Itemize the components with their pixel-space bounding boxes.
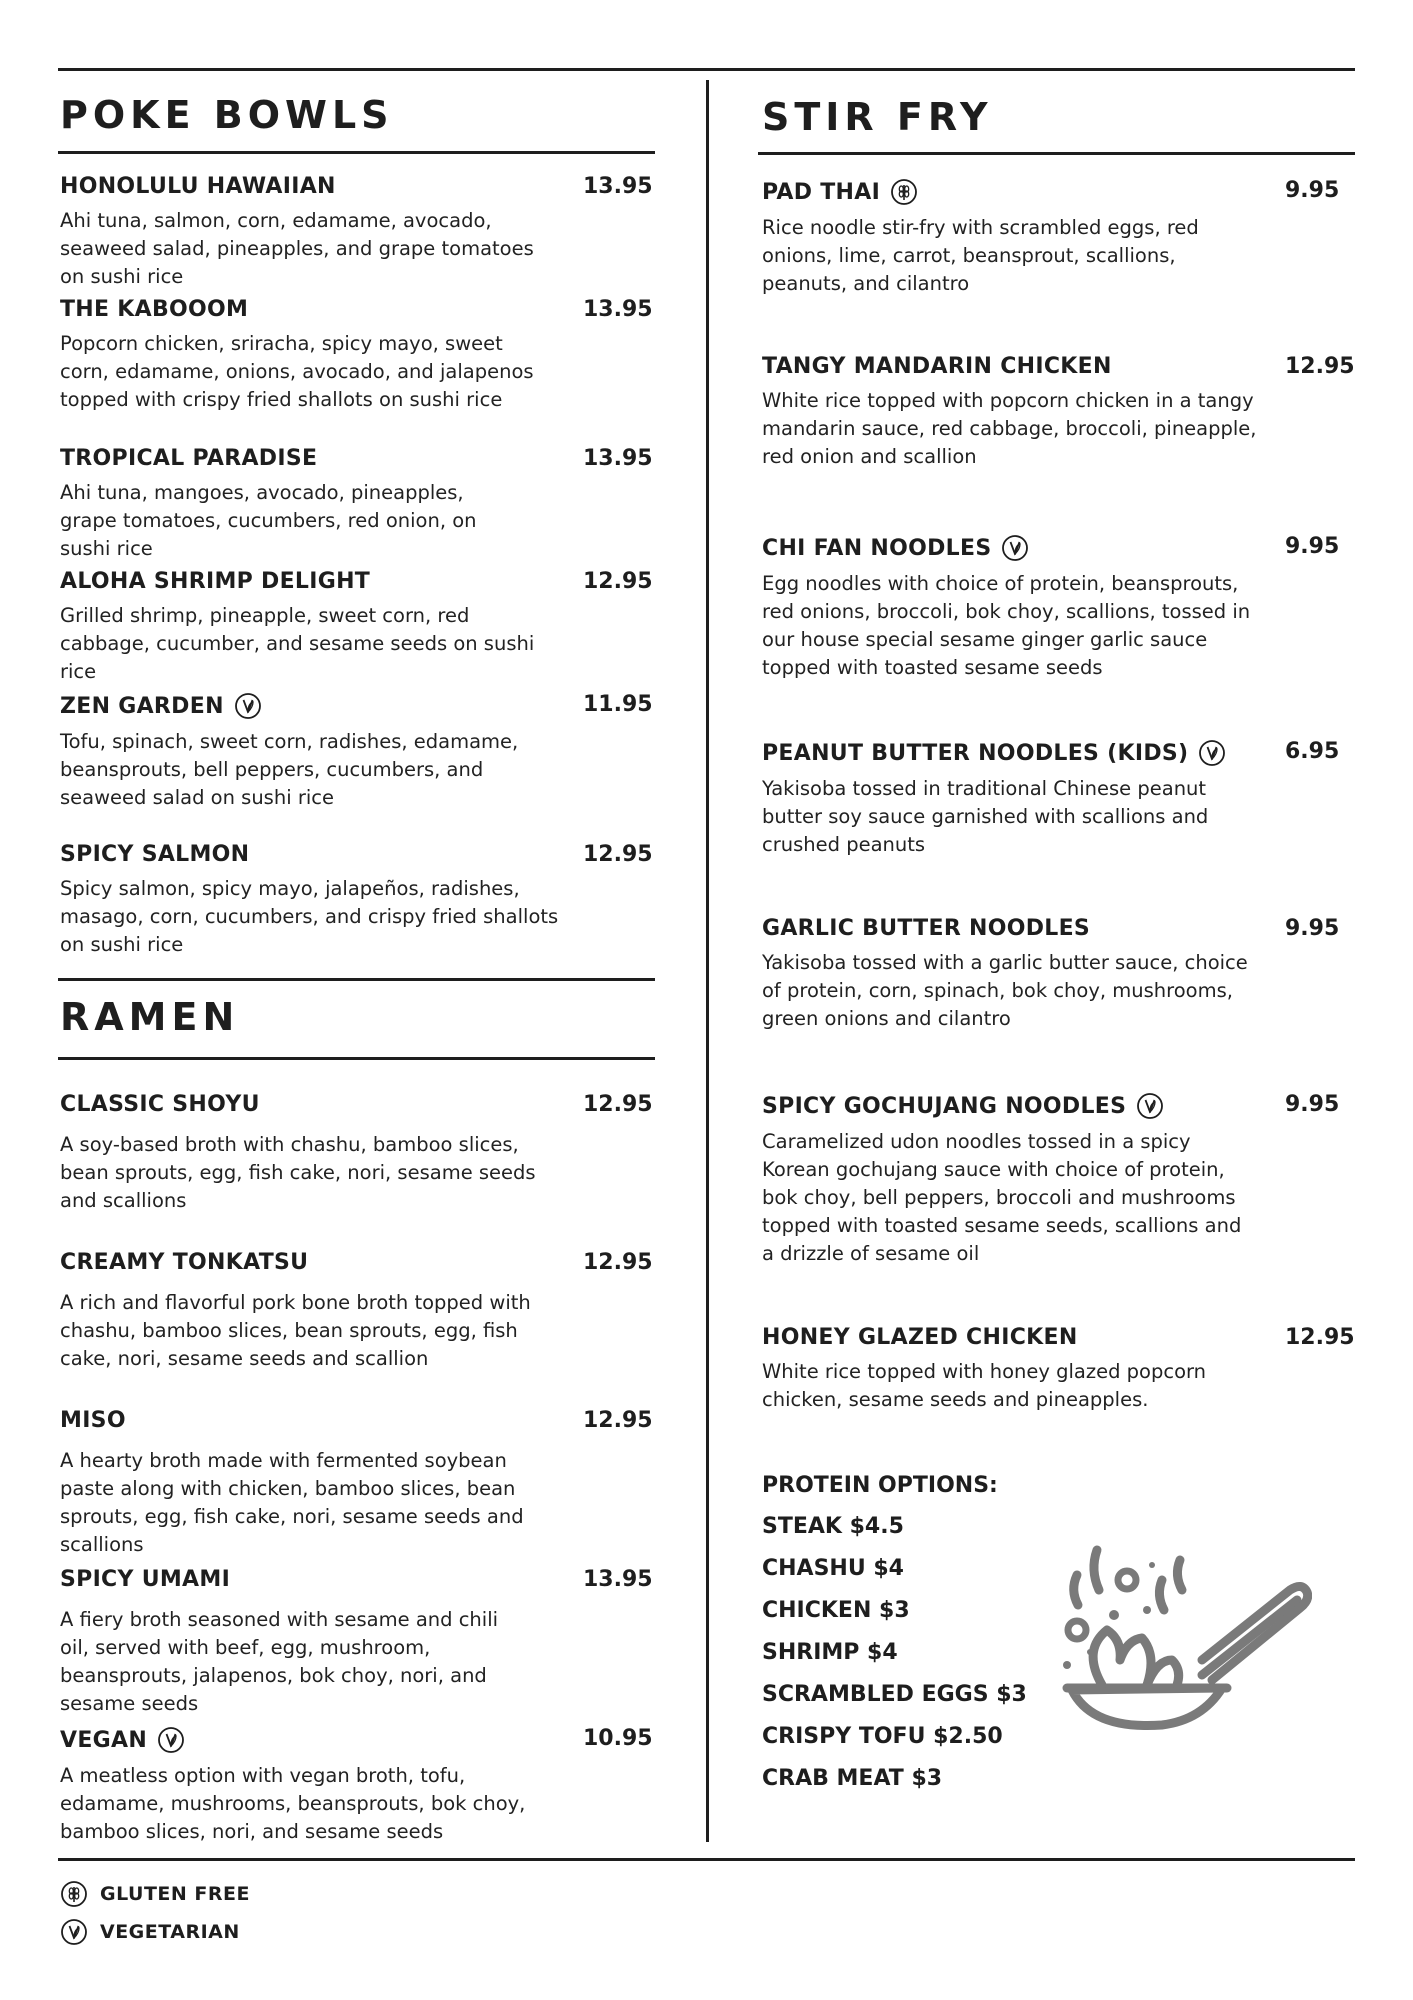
item-name (60, 1567, 640, 1592)
menu-item-vegan (60, 1726, 653, 1846)
item-name-text: ALOHA SHRIMP DELIGHT (60, 569, 371, 594)
item-name-text: HONOLULU HAWAIIAN (60, 174, 336, 199)
item-name-text: PAD THAI (762, 179, 881, 205)
vegetarian-icon (234, 692, 262, 720)
protein-option: STEAK $4.5 (762, 1514, 904, 1539)
item-description: Egg noodles with choice of protein, beansprouts, red onions, broccoli, bok choy, scallions, tossed in our house special sesame ginger garlic sauce topped with toasted sesame seeds (762, 572, 1251, 679)
item-name-text: TROPICAL PARADISE (60, 446, 318, 471)
vegetarian-icon (1198, 739, 1226, 767)
item-name (60, 297, 640, 322)
legend-vegetarian-label: VEGETARIAN (100, 1921, 240, 1943)
protein-option: CRISPY TOFU $2.50 (762, 1724, 1003, 1749)
item-price: 12.95 (583, 569, 653, 594)
menu-item-miso (60, 1408, 653, 1559)
item-name (60, 842, 640, 867)
vegetarian-icon (1001, 534, 1029, 562)
item-name (762, 534, 1352, 562)
item-price: 9.95 (1285, 534, 1340, 559)
item-price: 9.95 (1285, 916, 1340, 941)
item-price: 12.95 (583, 1250, 653, 1275)
stir-fry-title: STIR FRY (762, 95, 993, 139)
column-divider (706, 80, 709, 1842)
item-description: A fiery broth seasoned with sesame and chili oil, served with beef, egg, mushroom, beansprouts, jalapenos, bok choy, nori, and sesame seeds (60, 1608, 499, 1715)
item-name (762, 916, 1352, 941)
item-name (60, 1726, 640, 1754)
item-name-text: HONEY GLAZED CHICKEN (762, 1325, 1078, 1350)
item-name (60, 569, 640, 594)
item-description: Tofu, spinach, sweet corn, radishes, edamame, beansprouts, bell peppers, cucumbers, and seaweed salad on sushi rice (60, 730, 519, 809)
protein-option: SHRIMP $4 (762, 1640, 898, 1665)
item-name-text: MISO (60, 1408, 126, 1433)
menu-item-zen-garden (60, 692, 653, 812)
ramen-top-rule (58, 978, 655, 981)
item-price: 13.95 (583, 297, 653, 322)
protein-option: CRAB MEAT $3 (762, 1766, 943, 1791)
item-price: 13.95 (583, 446, 653, 471)
legend-vegetarian (60, 1918, 240, 1946)
ramen-title-rule (58, 1057, 655, 1060)
item-name-text: TANGY MANDARIN CHICKEN (762, 354, 1112, 379)
item-price: 12.95 (583, 1092, 653, 1117)
right-column (762, 0, 1357, 1850)
item-name-text: GARLIC BUTTER NOODLES (762, 916, 1091, 941)
item-price: 13.95 (583, 1567, 653, 1592)
item-description: White rice topped with honey glazed popcorn chicken, sesame seeds and pineapples. (762, 1360, 1207, 1411)
item-description: Popcorn chicken, sriracha, spicy mayo, sweet corn, edamame, onions, avocado, and jalapenos topped with crispy fried shallots on sushi rice (60, 332, 534, 411)
item-name (60, 1408, 640, 1433)
menu-item-chi-fan-noodles (762, 534, 1352, 682)
item-name (60, 446, 640, 471)
item-name-text: PEANUT BUTTER NOODLES (KIDS) (762, 740, 1189, 766)
item-name-text: CHI FAN NOODLES (762, 535, 992, 561)
item-name-text: VEGAN (60, 1727, 148, 1753)
stir-fry-title-rule (758, 152, 1355, 155)
item-name (762, 354, 1352, 379)
item-name-text: CLASSIC SHOYU (60, 1092, 260, 1117)
item-price: 10.95 (583, 1726, 653, 1751)
menu-item-the-kabooom (60, 297, 653, 414)
menu-item-spicy-salmon (60, 842, 653, 959)
menu-item-pad-thai (762, 178, 1352, 298)
gluten-free-icon (890, 178, 918, 206)
item-name-text: THE KABOOOM (60, 297, 249, 322)
protein-option: SCRAMBLED EGGS $3 (762, 1682, 1027, 1707)
item-description: Ahi tuna, salmon, corn, edamame, avocado, seaweed salad, pineapples, and grape tomatoes on sushi rice (60, 209, 534, 288)
item-description: A meatless option with vegan broth, tofu, edamame, mushrooms, beansprouts, bok choy, bamboo slices, nori, and sesame seeds (60, 1764, 526, 1843)
item-description: Rice noodle stir-fry with scrambled eggs, red onions, lime, carrot, beansprout, scallions, peanuts, and cilantro (762, 216, 1199, 295)
item-name (762, 178, 1352, 206)
item-name (762, 1325, 1352, 1350)
vegetarian-icon (1136, 1092, 1164, 1120)
protein-options-title: PROTEIN OPTIONS: (762, 1473, 998, 1498)
item-description: A hearty broth made with fermented soybean paste along with chicken, bamboo slices, bean sprouts, egg, fish cake, nori, sesame seeds and scallions (60, 1449, 524, 1556)
legend-gluten-free (60, 1880, 250, 1908)
poke-bowls-title: POKE BOWLS (60, 93, 394, 137)
vegetarian-icon (60, 1918, 88, 1946)
item-description: Ahi tuna, mangoes, avocado, pineapples, grape tomatoes, cucumbers, red onion, on sushi rice (60, 481, 477, 560)
menu-item-classic-shoyu (60, 1092, 653, 1215)
left-column (60, 0, 655, 1850)
menu-item-tropical-paradise (60, 446, 653, 563)
item-description: Yakisoba tossed with a garlic butter sauce, choice of protein, corn, spinach, bok choy, mushrooms, green onions and cilantro (762, 951, 1248, 1030)
item-name (60, 1092, 640, 1117)
item-name-text: SPICY GOCHUJANG NOODLES (762, 1093, 1127, 1119)
item-name (762, 739, 1352, 767)
menu-item-tangy-mandarin-chicken (762, 354, 1355, 471)
item-price: 12.95 (1285, 1325, 1355, 1350)
protein-option: CHASHU $4 (762, 1556, 904, 1581)
wok-stir-fry-icon (1052, 1520, 1312, 1760)
menu-item-honolulu-hawaiian (60, 174, 653, 291)
item-price: 9.95 (1285, 178, 1340, 203)
item-description: Grilled shrimp, pineapple, sweet corn, red cabbage, cucumber, and sesame seeds on sushi rice (60, 604, 535, 683)
protein-options-list (762, 1506, 1027, 1800)
item-price: 12.95 (1285, 354, 1355, 379)
gluten-free-icon (60, 1880, 88, 1908)
bottom-rule (58, 1858, 1355, 1861)
vegetarian-icon (157, 1726, 185, 1754)
item-name (60, 692, 640, 720)
menu-item-spicy-gochujang-noodles (762, 1092, 1352, 1268)
ramen-title: RAMEN (60, 995, 240, 1039)
item-price: 6.95 (1285, 739, 1340, 764)
item-price: 12.95 (583, 842, 653, 867)
item-price: 13.95 (583, 174, 653, 199)
item-price: 9.95 (1285, 1092, 1340, 1117)
item-price: 11.95 (583, 692, 653, 717)
menu-item-garlic-butter-noodles (762, 916, 1352, 1033)
item-price: 12.95 (583, 1408, 653, 1433)
item-description: White rice topped with popcorn chicken in a tangy mandarin sauce, red cabbage, broccoli, pineapple, red onion and scallion (762, 389, 1257, 468)
item-description: A soy-based broth with chashu, bamboo slices, bean sprouts, egg, fish cake, nori, sesame seeds and scallions (60, 1133, 536, 1212)
item-name-text: SPICY UMAMI (60, 1567, 231, 1592)
item-name (60, 1250, 640, 1275)
item-description: Spicy salmon, spicy mayo, jalapeños, radishes, masago, corn, cucumbers, and crispy fried shallots on sushi rice (60, 877, 559, 956)
legend-gluten-free-label: GLUTEN FREE (100, 1883, 250, 1905)
item-description: A rich and flavorful pork bone broth topped with chashu, bamboo slices, bean sprouts, egg, fish cake, nori, sesame seeds and scallion (60, 1291, 531, 1370)
menu-item-creamy-tonkatsu (60, 1250, 653, 1373)
item-name (762, 1092, 1352, 1120)
menu-item-honey-glazed-chicken (762, 1325, 1355, 1414)
poke-bowls-title-rule (58, 151, 655, 154)
item-name (60, 174, 640, 199)
item-name-text: CREAMY TONKATSU (60, 1250, 309, 1275)
item-description: Caramelized udon noodles tossed in a spicy Korean gochujang sauce with choice of protein, bok choy, bell peppers, broccoli and mushrooms topped with toasted sesame seeds, scallions and a drizzle of sesame oil (762, 1130, 1242, 1265)
item-description: Yakisoba tossed in traditional Chinese peanut butter soy sauce garnished with scallions and crushed peanuts (762, 777, 1209, 856)
item-name-text: SPICY SALMON (60, 842, 250, 867)
menu-item-aloha-shrimp-delight (60, 569, 653, 686)
protein-option: CHICKEN $3 (762, 1598, 910, 1623)
item-name-text: ZEN GARDEN (60, 693, 224, 719)
menu-item-peanut-butter-noodles (762, 739, 1352, 859)
menu-item-spicy-umami (60, 1567, 653, 1718)
